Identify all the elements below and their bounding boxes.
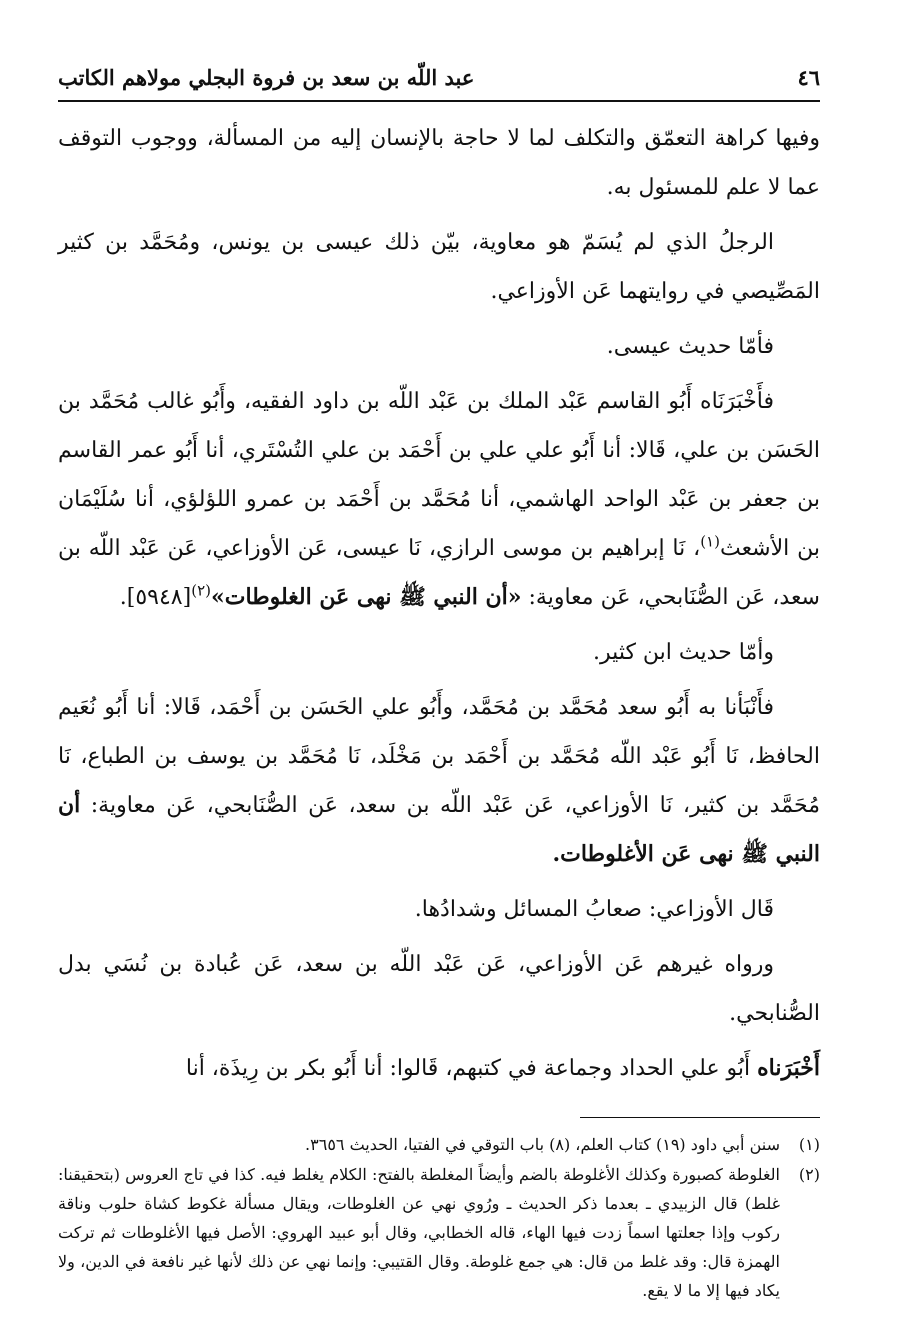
paragraph — [58, 628, 820, 677]
footnote-text: سنن أبي داود (١٩) كتاب العلم، (٨) باب التوقي في الفتيا، الحديث ٣٦٥٦. — [305, 1135, 780, 1154]
paragraph-text: فأَنْبَأنا به أَبُو سعد مُحَمَّد بن مُحَمَّد، وأَبُو علي الحَسَن بن أَحْمَد، قَالا: أنا أَبُو نُعَيم الحافظ، نَا أَبُو عَبْد اللّه مُحَمَّد بن أَحْمَد بن مَخْلَد، نَا مُحَمَّد بن يوسف بن الطباع، نَا مُحَمَّد بن كثير، نَا الأوزاعي، عَن عَبْد اللّه بن سعد، عَن الصُّنَابحي، عَن معاوية: — [58, 695, 820, 818]
footnote-divider — [580, 1117, 820, 1118]
paragraph-text: فأَخْبَرَنَاه أَبُو القاسم عَبْد الملك بن عَبْد اللّه بن داود الفقيه، وأَبُو غالب مُحَمَّد بن الحَسَن بن علي، قَالا: أنا أَبُو علي علي بن أَحْمَد بن علي التُسْتَري، أنا أَبُو عمر القاسم بن جعفر بن عَبْد الواحد الهاشمي، أنا مُحَمَّد بن أَحْمَد بن عمرو اللؤلؤي، أنا سُلَيْمَان بن الأشعث — [58, 389, 820, 561]
paragraph-text: وفيها كراهة التعمّق والتكلف لما لا حاجة بالإنسان إليه من المسألة، ووجوب التوقف عما لا علم للمسئول به. — [58, 126, 820, 200]
paragraph-lead: أَخْبَرَناه — [757, 1055, 820, 1081]
hadith-text: أن النبي ﷺ نهى عَن الأغلوطات. — [58, 792, 820, 867]
footnote-divider-wrap — [58, 1099, 820, 1130]
footnote-marker[interactable]: (٢) — [191, 581, 211, 600]
footnote — [58, 1130, 820, 1159]
main-text — [58, 114, 820, 1093]
paragraph-text: أَبُو علي الحداد وجماعة في كتبهم، قَالوا: أنا أَبُو بكر بن رِيذَة، أنا — [185, 1056, 758, 1081]
footnote-number: (٢) — [798, 1165, 820, 1184]
paragraph-text: ورواه غيرهم عَن الأوزاعي، عَن عَبْد اللّه بن سعد، عَن عُبادة بن نُسَي بدل الصُّنابحي. — [58, 952, 820, 1026]
footnote-text: الغلوطة كصبورة وكذلك الأغلوطة بالضم وأيضاً المغلطة بالفتح: الكلام يغلط فيه. كذا في تاج العروس (بتحقيقنا: غلط) قال الزبيدي ـ بعدما ذكر الحديث ـ ورُوي نهي عن الغلوطات، ويقال مسألة غكوط كشاة حلوب وناقة ركوب وإذا جعلتها اسماً زدت فيها الهاء، قاله الخطابي، وقال أبو عبيد الهروي: الأصل فيها الأغلوطات ثم تركت الهمزة قال: وقد غلط من قال: هي جمع غلوطة. وقال القتيبي: وإنما نهي عن ذلك لأنها غير نافعة في الدين، ولا يكاد فيها إلا ما لا يقع. — [58, 1165, 781, 1300]
footnote-number: (١) — [798, 1135, 820, 1154]
footnote-marker[interactable]: (١) — [700, 532, 720, 551]
paragraph — [58, 114, 820, 212]
hadith-number: [٥٩٤٨]. — [119, 585, 192, 610]
paragraph-text: فأمّا حديث عيسى. — [606, 334, 774, 359]
paragraph — [58, 218, 820, 316]
running-head — [58, 58, 820, 102]
running-head-title: عبد اللّه بن سعد بن فروة البجلي مولاهم الكاتب — [58, 64, 475, 90]
paragraph — [58, 940, 820, 1038]
hadith-text: «أن النبي ﷺ نهى عَن الغلوطات» — [210, 584, 522, 610]
footnote — [58, 1160, 820, 1305]
isnad-paragraph — [58, 377, 820, 622]
paragraph — [58, 322, 820, 371]
paragraph — [58, 885, 820, 934]
footnotes — [58, 1130, 820, 1305]
paragraph-text: قَال الأوزاعي: صعابُ المسائل وشدادُها. — [414, 897, 774, 922]
paragraph — [58, 1044, 820, 1093]
page-number: ٤٦ — [797, 64, 820, 90]
isnad-paragraph — [58, 683, 820, 879]
paragraph-text: وأمّا حديث ابن كثير. — [593, 640, 774, 665]
paragraph-text: ، نَا إبراهيم بن موسى الرازي، نَا عيسى، عَن الأوزاعي، عَن عَبْد اللّه بن سعد، عَن الصُّنَابحي، عَن معاوية: — [58, 536, 820, 610]
paragraph-text: الرجلُ الذي لم يُسَمّ هو معاوية، بيّن ذلك عيسى بن يونس، ومُحَمَّد بن كثير المَصِّيصي في روايتهما عَن الأوزاعي. — [58, 230, 820, 304]
book-page — [58, 58, 820, 1298]
